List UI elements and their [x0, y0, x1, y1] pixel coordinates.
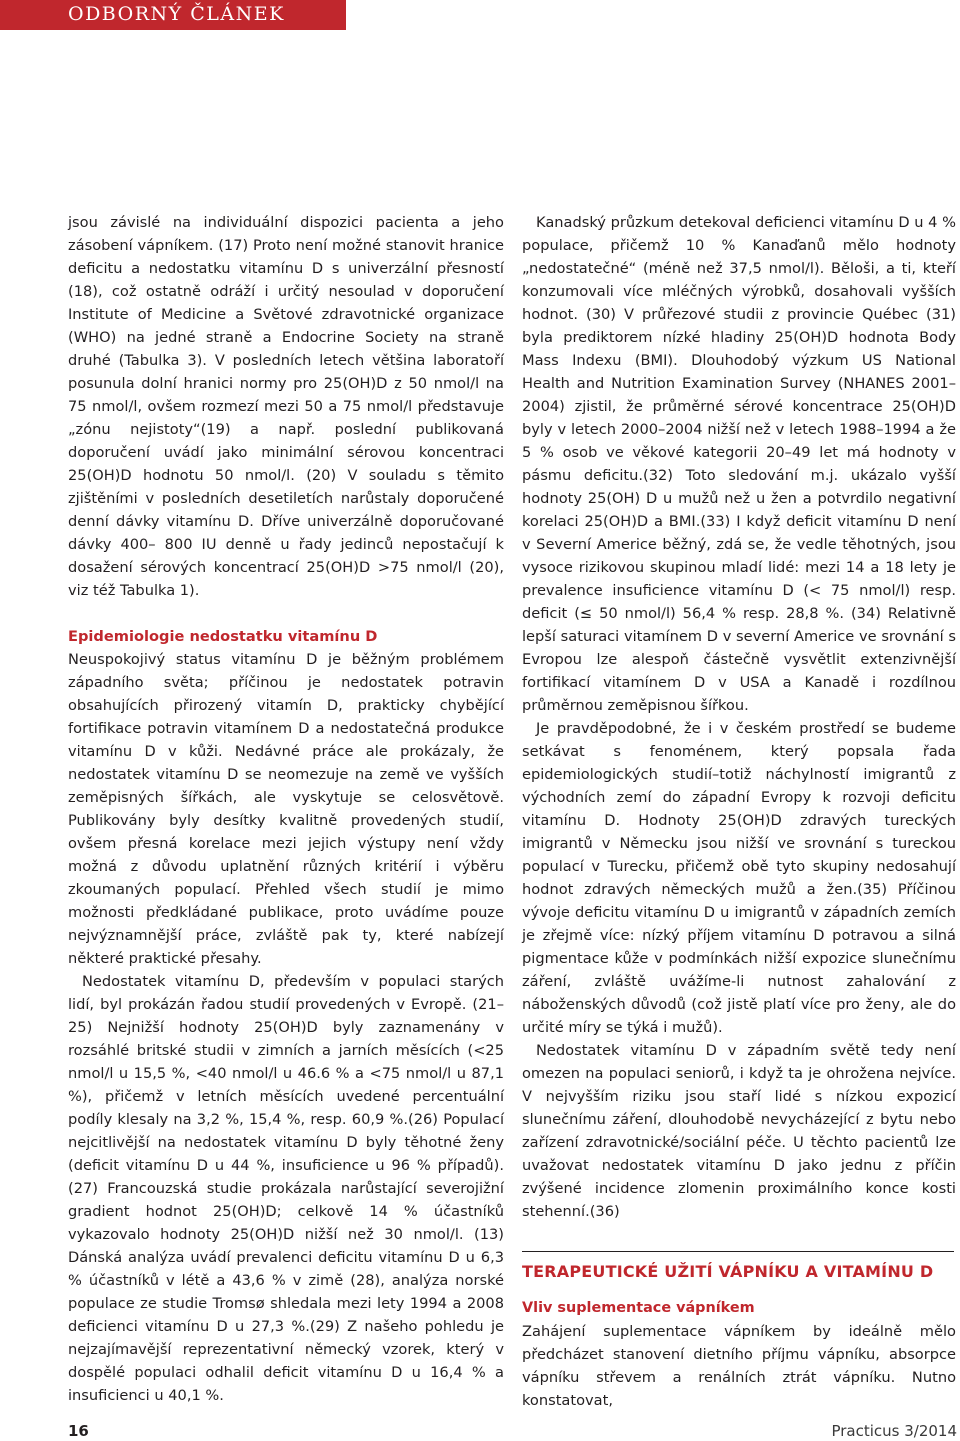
- section-divider: [522, 1251, 954, 1252]
- section-heading-therapy: TERAPEUTICKÉ UŽITÍ VÁPNÍKU A VITAMÍNU D: [522, 1262, 934, 1281]
- paragraph: Nedostatek vitamínu D, především v populaci starých lidí, byl prokázán řadou studií provedených v Evropě. (21–25) Nejnižší hodnoty 25(OH)D byly zaznamenány v rozsáhlé britské studii v zimních a jarních měsících (<25 nmol/l u 15,5 %, <40 nmol/l u 46.6 % a <75 nmol/l u 87,1 %), přičemž v letních měsících uvedené percentuální podíly klesaly na 3,2 %, 15,4 %, resp. 60,9 %.(26) Populací nejcitlivější na nedostatek vitamínu D byly těhotné ženy (deficit vitamínu D u 44 %, insuficience u 96 % případů). (27) Francouzská studie prokázala narůstající severojižní gradient hodnot 25(OH)D; celkově 14 % účastníků vykazovalo hodnoty 25(OH)D nižší než 30 nmol/l. (13) Dánská analýza uvádí prevalenci deficitu vitamínu D u 6,3 % účastníků v létě a 43,6 % v zimě (28), analýza norské populace ze studie Tromsø shledala mezi lety 1994 a 2008 deficienci vitamínu D u 27,3 %.(29) Z našeho pohledu je nejzajímavější reprezentativní německý vzorek, který v dospělé populaci odhalil deficit vitamínu D u 16,4 % a insuficienci u 40,1 %.: [68, 973, 504, 1404]
- intro-paragraph: jsou závislé na individuální dispozici pacienta a jeho zásobení vápníkem. (17) Proto není možné stanovit hranice deficitu a nedostatku vitamínu D s univerzální přesností (18), což ostatně odráží i určitý nesoulad v doporučení Institute of Medicine a Světové zdravotnické organizace (WHO) na jedné straně a Endocrine Society na straně druhé (Tabulka 3). V posledních letech většina laboratoří posunula dolní hranici normy pro 25(OH)D z 50 nmol/l na 75 nmol/l, ovšem rozmezí mezi 50 a 75 nmol/l představuje „zónu nejistoty“(19) a např. poslední publikovaná doporučení uvádí jako minimální sérovou koncentraci 25(OH)D hodnotu 50 nmol/l. (20) V souladu s těmito zjištěními v posledních desetiletích narůstaly doporučené denní dávky vitamínu D. Dříve univerzálně doporučované dávky 400– 800 IU denně u řady jedinců nepostačují k dosažení sérových koncentrací 25(OH)D >75 nmol/l (20), viz též Tabulka 1).: [68, 214, 504, 599]
- paragraph: Neuspokojivý status vitamínu D je běžným problémem západního světa; příčinou je nedostatek potravin obsahujících přirozený vitamín D, prakticky chybějící fortifikace potravin vitamínem D a nedostatečná produkce vitamínu D v kůži. Nedávné práce ale prokázaly, že nedostatek vitamínu D se neomezuje na země ve vyšších zeměpisných šířkách, ale vyskytuje se celosvětově. Publikovány byly desítky kvalitně provedených studií, ovšem přesná korelace mezi jejich výstupy není vždy možná z důvodu uplatnění různých kritérií i výběru zkoumaných populací. Přehled všech studií je mimo možnosti předkládané publikace, proto uvádíme pouze nejvýznamnější práce, zvláště pak ty, které nabízejí některé praktické přesahy.: [68, 651, 504, 967]
- page-number: 16: [68, 1422, 89, 1440]
- subheading-epidemiology: Epidemiologie nedostatku vitamínu D: [68, 628, 378, 645]
- paragraph: Je pravděpodobné, že i v českém prostředí se budeme setkávat s fenoménem, který popsala řada epidemiologických studií–totiž náchylností imigrantů z východních zemí do západní Evropy k rozvoji deficitu vitamínu D. Hodnoty 25(OH)D zdravých tureckých imigrantů v Německu jsou nižší ve srovnání s tureckou populací v Turecku, přičemž obě tyto skupiny nedosahují hodnot zdravých německých mužů a žen.(35) Příčinou vývoje deficitu vitamínu D u imigrantů v západních zemích je zřejmě více: nízký příjem vitamínu D potravou a silná pigmentace kůže v podmínkách nižší expozice slunečnímu záření, zvláště uvážíme-li nutnost zahalování z náboženských důvodů (což jistě platí více pro ženy, ale do určité míry se týká i mužů).: [522, 720, 956, 1036]
- paragraph: Nedostatek vitamínu D v západním světě tedy není omezen na populaci seniorů, i když ta je ohrožena nejvíce. V nejvyšším riziku jsou staří lidé s nízkou expozicí slunečnímu záření, dlouhodobě nevycházející z bytu nebo zařízení zdravotnické/sociální péče. U těchto pacientů lze uvažovat nedostatek vitamínu D jako jednu z příčin zvýšené incidence zlomenin proximálního konce kosti stehenní.(36): [522, 1042, 956, 1220]
- right-column: [522, 211, 956, 1412]
- left-column: [68, 211, 504, 1407]
- section-label: ODBORNÝ ČLÁNEK: [68, 3, 285, 25]
- paragraph: Kanadský průzkum detekoval deficienci vitamínu D u 4 % populace, přičemž 10 % Kanaďanů mělo hodnoty „nedostatečné“ (méně než 37,5 nmol/l). Běloši, a ti, kteří konzumovali více mléčných výrobků, dosahovali vyšších hodnot. (30) V průřezové studii z provincie Québec (31) byla prediktorem nízké hladiny 25(OH)D hodnota Body Mass Indexu (BMI). Dlouhodobý výzkum US National Health and Nutrition Examination Survey (NHANES 2001–2004) zjistil, že průměrné sérové koncentrace 25(OH)D byly v letech 2000–2004 nižší než v letech 1988–1994 a že 5 % osob ve věkové kategorii 20–49 let má hodnoty v pásmu deficitu.(32) Toto sledování m.j. ukázalo vyšší hodnoty 25(OH) D u mužů než u žen a potvrdilo negativní korelaci 25(OH)D a BMI.(33) I když deficit vitamínu D není v Severní Americe běžný, zdá se, že vedle těhotných, jsou vysoce rizikovou skupinou mladí lidé: mezi 14 a 18 lety je prevalence insuficience vitamínu D (< 75 nmol/l) resp. deficit (≤ 50 nmol/l) 56,4 % resp. 28,8 %. (34) Relativně lepší saturaci vitamínem D v severní Americe ve srovnání s Evropou lze alespoň částečně vysvětlit extenzivnější fortifikací vitamínem D v USA a Kanadě i rozdílnou průměrnou zeměpisnou šířkou.: [522, 214, 956, 714]
- journal-issue: Practicus 3/2014: [831, 1422, 957, 1440]
- subheading-calcium-supplementation: Vliv suplementace vápníkem: [522, 1300, 755, 1316]
- paragraph: Zahájení suplementace vápníkem by ideálně mělo předcházet stanovení dietního příjmu vápníku, absorpce vápníku střevem a renálních ztrát vápníku. Nutno konstatovat,: [522, 1323, 956, 1409]
